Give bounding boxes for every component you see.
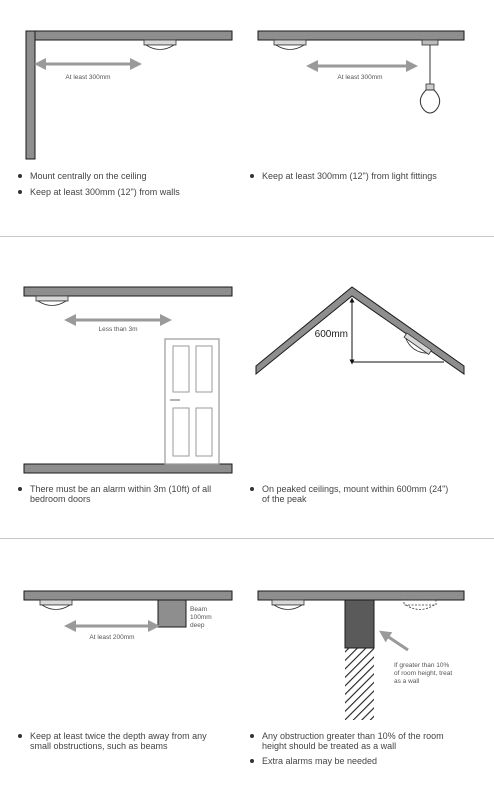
additional-alarm-icon [404,600,436,610]
note-label-line: If greater than 10% [394,662,450,669]
smoke-alarm-icon [272,600,304,610]
beam [158,600,186,627]
ceiling [258,591,464,600]
note-label-line: of room height, treat [394,670,453,677]
bullet-item: Keep at least 300mm (12") from light fittings [250,172,480,182]
peaked-ceiling [256,287,464,374]
distance-label: 600mm [314,329,348,340]
section2-right-bullets [250,485,450,510]
bedroom-door-diagram [24,287,232,473]
section-ceiling-placement [0,0,494,236]
section3-left-bullets [18,732,230,757]
distance-label: Less than 3m [98,326,138,333]
wall [26,31,35,159]
section1-right-bullets [250,172,480,188]
section3-right-bullets [250,732,470,773]
section2-left-bullets [18,485,230,510]
section1-left-bullets [18,172,228,203]
ceiling-and-wall-diagram [26,31,232,159]
bullet-item: Extra alarms may be needed [250,757,470,767]
large-obstruction-diagram [258,591,464,720]
section-obstructions [0,538,494,800]
smoke-alarm-icon [144,40,176,50]
ceiling [24,591,232,600]
obstruction [345,600,374,648]
light-fitting-diagram [258,31,464,113]
smoke-alarm-icon [40,600,72,610]
note-label-line: as a wall [394,678,420,685]
bullet-item: Keep at least twice the depth away from any small obstructions, such as beams [18,732,230,751]
section-doors-and-peaks [0,236,494,538]
bullet-item: There must be an alarm within 3m (10ft) of all bedroom doors [18,485,230,504]
ceiling [26,31,232,40]
peaked-ceiling-diagram [256,287,464,374]
pointer-arrow [384,634,408,650]
distance-label: At least 300mm [65,74,111,81]
smoke-alarm-icon [274,40,306,50]
distance-label: At least 300mm [337,74,383,81]
bullet-item: Any obstruction greater than 10% of the room height should be treated as a wall [250,732,470,751]
door-icon [165,339,219,464]
bullet-item: On peaked ceilings, mount within 600mm (24") of the peak [250,485,450,504]
ceiling [258,31,464,40]
smoke-alarm-icon [36,296,68,306]
beam-diagram [24,591,232,641]
beam-label-line: Beam [190,606,207,613]
light-bulb-icon [420,40,439,113]
distance-label: At least 200mm [89,634,135,641]
ceiling [24,287,232,296]
bullet-item: Mount centrally on the ceiling [18,172,228,182]
beam-label-line: deep [190,622,205,629]
bullet-item: Keep at least 300mm (12") from walls [18,188,228,198]
wall-hatch [345,648,374,720]
beam-label-line: 100mm [190,614,212,621]
floor [24,464,232,473]
